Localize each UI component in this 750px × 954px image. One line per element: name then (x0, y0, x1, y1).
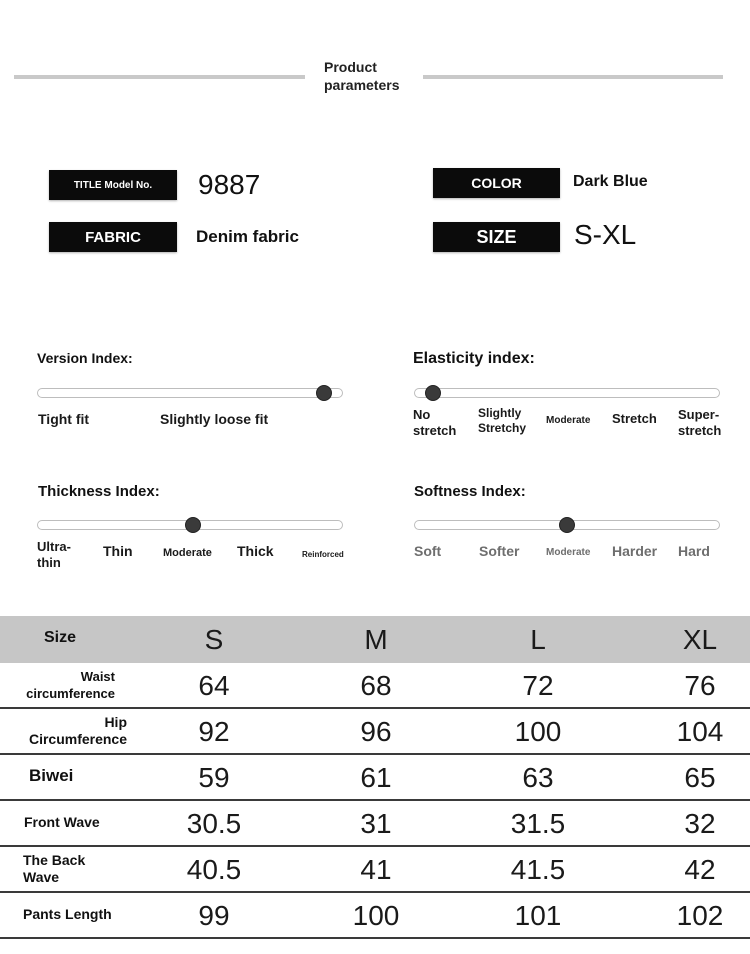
size-value: S-XL (574, 219, 637, 250)
cell-hip-xl: 104 (676, 716, 724, 747)
size-table-header (0, 616, 750, 663)
row-label-hip: Hip Circumference (28, 714, 127, 747)
elasticity-index-knob (425, 385, 441, 401)
thickness-tick-reinforced: Reinforced (302, 550, 344, 559)
model-tag-label: TITLE Model No. (73, 179, 153, 191)
thickness-tick-ultra-thin: Ultra-thin (37, 539, 71, 570)
size-tag (433, 222, 560, 252)
size-tag-label: SIZE (476, 226, 517, 247)
version-index-track (37, 388, 343, 398)
table-row (0, 709, 750, 755)
version-index-label: Version Index: (37, 350, 133, 366)
version-tick-loose: Slightly loose fit (160, 411, 269, 427)
cell-back-m: 41 (360, 854, 392, 885)
elasticity-tick-super: Super-stretch (678, 407, 722, 438)
cell-hip-m: 96 (360, 716, 392, 747)
cell-waist-s: 64 (198, 670, 230, 701)
softness-tick-moderate: Moderate (546, 547, 591, 558)
cell-length-xl: 102 (676, 900, 724, 931)
elasticity-tick-stretch: Stretch (612, 411, 657, 426)
table-row (0, 663, 750, 709)
cell-back-l: 41.5 (510, 854, 566, 885)
thickness-index-label: Thickness Index: (38, 483, 160, 500)
row-label-waist: Waist circumference (26, 669, 115, 701)
cell-front-m: 31 (360, 808, 392, 839)
cell-waist-xl: 76 (684, 670, 716, 701)
elasticity-tick-no-stretch: No stretch (413, 407, 457, 438)
thickness-tick-moderate: Moderate (163, 547, 212, 559)
thickness-tick-thin: Thin (103, 543, 133, 559)
header-line-left (14, 75, 305, 79)
row-label-front-wave: Front Wave (24, 814, 100, 830)
cell-waist-l: 72 (522, 670, 554, 701)
color-tag (433, 168, 560, 198)
model-value: 9887 (198, 169, 261, 200)
table-row (0, 893, 750, 939)
thickness-tick-thick: Thick (237, 543, 274, 559)
cell-biwei-l: 63 (522, 762, 554, 793)
softness-tick-softer: Softer (479, 543, 520, 559)
softness-index-track (414, 520, 720, 530)
header-line-right (423, 75, 723, 79)
table-row (0, 847, 750, 893)
softness-index-label: Softness Index: (414, 483, 526, 500)
cell-biwei-s: 59 (198, 762, 230, 793)
version-index-knob (316, 385, 332, 401)
model-tag (49, 170, 177, 200)
elasticity-tick-slightly: Slightly Stretchy (478, 406, 527, 435)
softness-tick-harder: Harder (612, 543, 658, 559)
cell-hip-s: 92 (198, 716, 230, 747)
fabric-tag-label: FABRIC (85, 228, 141, 246)
size-header-m: M (364, 624, 388, 655)
elasticity-index-track (414, 388, 720, 398)
size-header-xl: XL (682, 624, 718, 655)
table-row (0, 755, 750, 801)
row-label-back-wave: The Back Wave (23, 852, 86, 885)
cell-back-xl: 42 (684, 854, 716, 885)
cell-front-l: 31.5 (510, 808, 566, 839)
row-label-biwei: Biwei (29, 766, 74, 785)
cell-back-s: 40.5 (186, 854, 242, 885)
fabric-tag (49, 222, 177, 252)
cell-length-l: 101 (514, 900, 562, 931)
size-header-s: S (204, 624, 224, 655)
page-title: Product parameters (324, 59, 400, 93)
color-value: Dark Blue (573, 173, 648, 190)
cell-biwei-m: 61 (360, 762, 392, 793)
color-tag-label: COLOR (471, 175, 522, 191)
cell-front-s: 30.5 (186, 808, 242, 839)
cell-hip-l: 100 (514, 716, 562, 747)
elasticity-tick-moderate: Moderate (546, 415, 591, 426)
cell-length-m: 100 (352, 900, 400, 931)
softness-tick-soft: Soft (414, 543, 442, 559)
fabric-value: Denim fabric (196, 227, 299, 246)
size-header-label: Size (44, 629, 77, 646)
cell-front-xl: 32 (684, 808, 716, 839)
softness-tick-hard: Hard (678, 543, 710, 559)
thickness-index-track (37, 520, 343, 530)
thickness-index-knob (185, 517, 201, 533)
cell-waist-m: 68 (360, 670, 392, 701)
row-label-pants-length: Pants Length (23, 906, 112, 922)
version-tick-tight: Tight fit (38, 411, 90, 427)
size-header-l: L (530, 624, 546, 655)
cell-biwei-xl: 65 (684, 762, 716, 793)
softness-index-knob (559, 517, 575, 533)
cell-length-s: 99 (198, 900, 230, 931)
elasticity-index-label: Elasticity index: (413, 350, 535, 367)
table-row (0, 801, 750, 847)
